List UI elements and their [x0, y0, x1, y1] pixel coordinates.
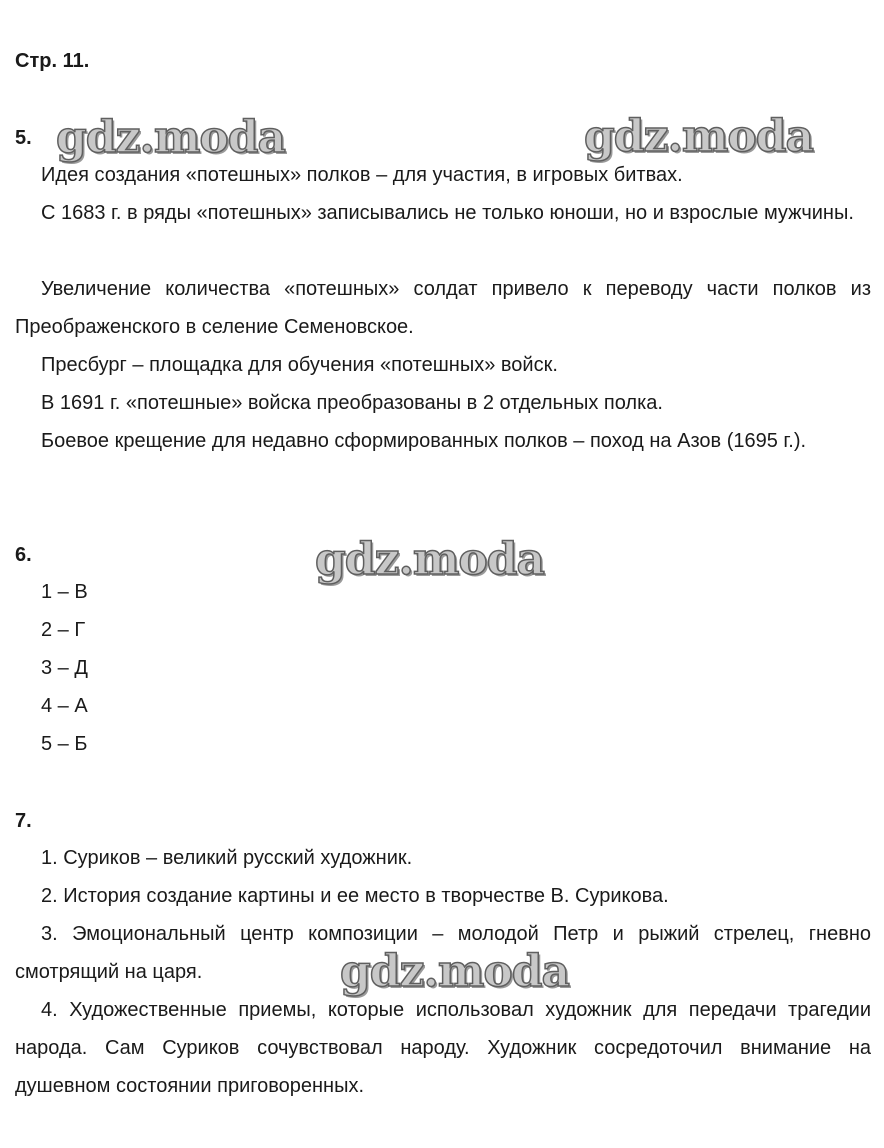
section-7-paragraph-2: 2. История создание картины и ее место в творчестве В. Сурикова. [41, 885, 669, 907]
section-5-paragraph-1: Идея создания «потешных» полков – для участия, в игровых битвах. [41, 164, 683, 186]
section-7-paragraph-3: 3. Эмоциональный центр композиции – молодой Петр и рыжий стрелец, гневно смотрящий на царя. [15, 923, 871, 983]
answer-item-2: 2 – Г [41, 619, 86, 641]
section-7-paragraph-1: 1. Суриков – великий русский художник. [41, 847, 413, 869]
section-5-paragraph-3: Увеличение количества «потешных» солдат привело к переводу части полков из Преображенского в селение Семеновское. [15, 278, 871, 338]
section-7-paragraph-4: 4. Художественные приемы, которые использовал художник для передачи трагедии народа. Сам Суриков сочувствовал народу. Художник сосредоточил внимание на душевном состоянии приговоренных. [15, 999, 871, 1097]
section-7-number: 7. [15, 810, 32, 832]
watermark-logo: gdz.moda [315, 534, 545, 585]
page-label: Стр. 11. [15, 50, 90, 72]
section-5-paragraph-4: Пресбург – площадка для обучения «потешных» войск. [41, 354, 558, 376]
section-5-paragraph-6: Боевое крещение для недавно сформированных полков – поход на Азов (1695 г.). [41, 430, 807, 452]
section-5-paragraph-5: В 1691 г. «потешные» войска преобразованы в 2 отдельных полка. [41, 392, 663, 414]
watermark-logo: gdz.moda [584, 111, 814, 162]
answer-item-1: 1 – В [41, 581, 88, 603]
section-6-number: 6. [15, 544, 32, 566]
section-5-paragraph-2: С 1683 г. в ряды «потешных» записывались не только юноши, но и взрослые мужчины. [41, 202, 854, 224]
answer-item-4: 4 – А [41, 695, 88, 717]
watermark-logo: gdz.moda [340, 946, 570, 997]
watermark-logo: gdz.moda [56, 112, 286, 163]
section-5-number: 5. [15, 127, 32, 149]
answer-item-3: 3 – Д [41, 657, 88, 679]
answer-item-5: 5 – Б [41, 733, 88, 755]
